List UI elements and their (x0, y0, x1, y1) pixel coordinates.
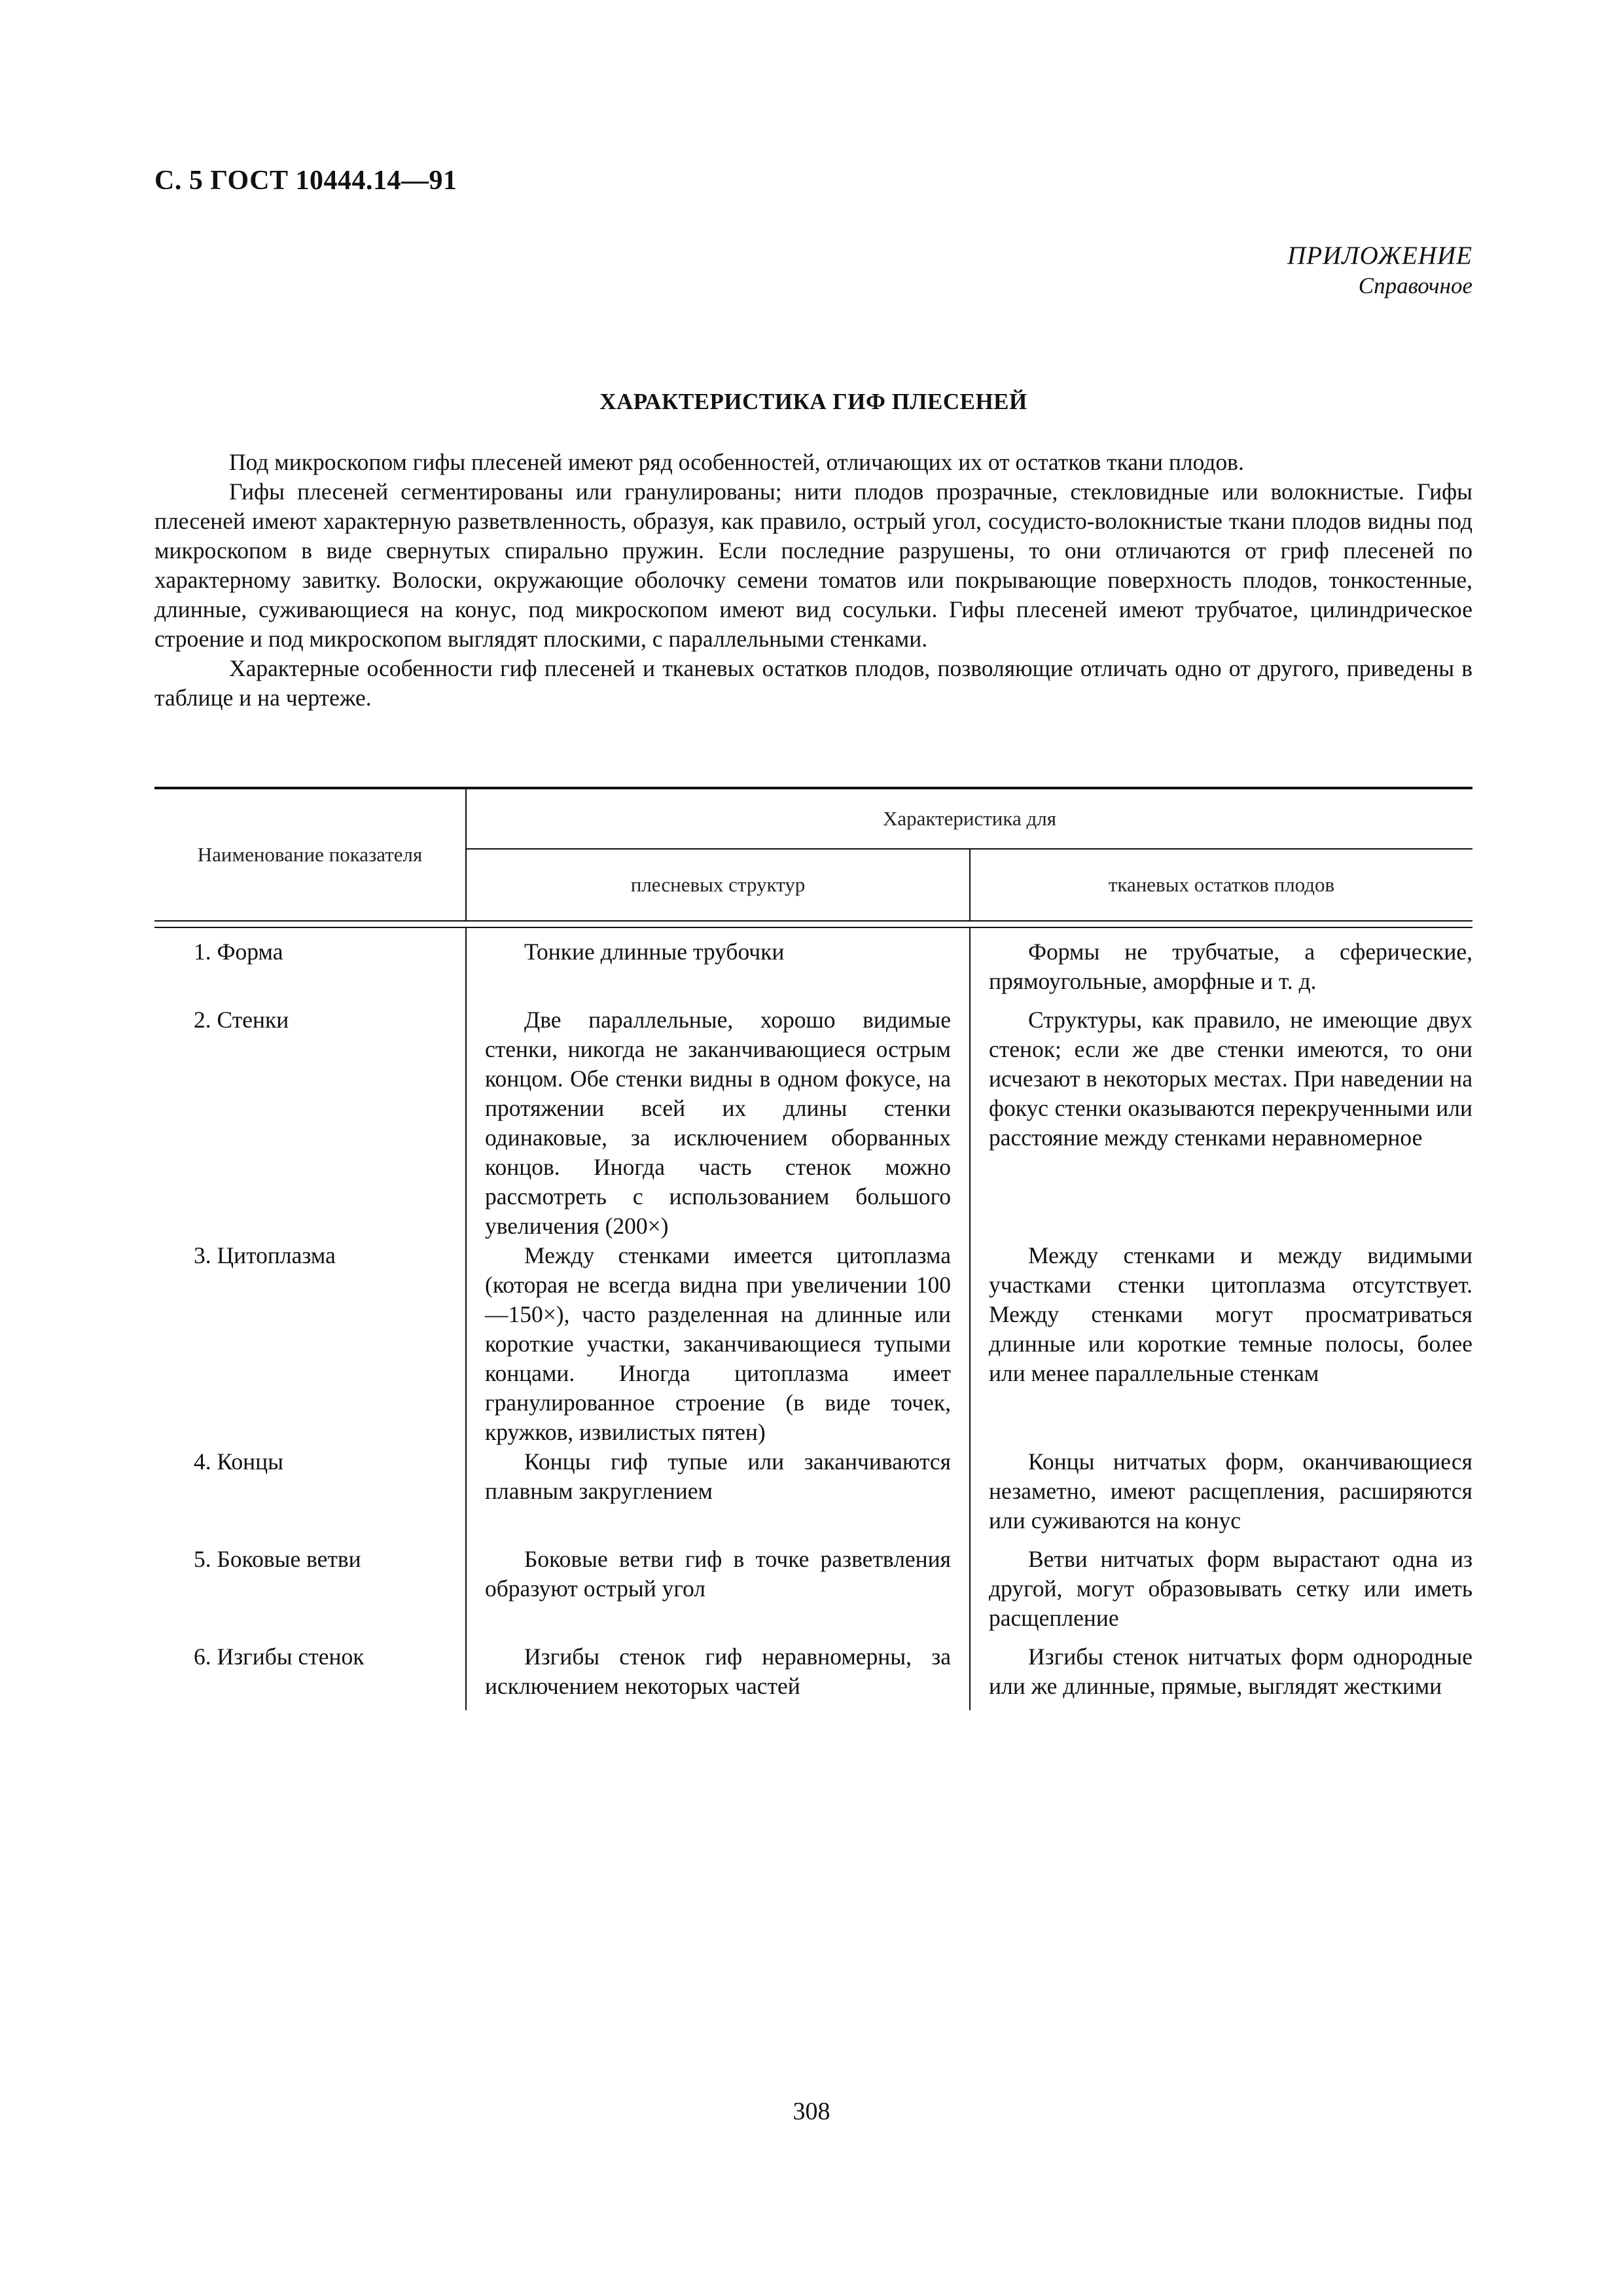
table-row (154, 1005, 1472, 1241)
column-header-indicator-name: Наименование показателя (154, 788, 466, 921)
table-row (154, 1642, 1472, 1701)
appendix-subtitle: Справочное (1358, 273, 1472, 298)
document-title: ХАРАКТЕРИСТИКА ГИФ ПЛЕСЕНЕЙ (599, 389, 1027, 414)
row-name: 1. Форма (154, 937, 466, 996)
appendix-title: ПРИЛОЖЕНИЕ (1287, 242, 1472, 270)
header-double-rule (154, 921, 1472, 927)
page-number: 308 (793, 2098, 830, 2125)
row-tissue: Формы не трубчатые, а сферические, прямоугольные, аморфные и т. д. (989, 939, 1473, 994)
page-header-reference: С. 5 ГОСТ 10444.14—91 (154, 166, 457, 196)
row-mold: Изгибы стенок гиф неравномерны, за исключением некоторых частей (466, 1642, 970, 1701)
table-row (154, 1545, 1472, 1633)
row-name: 5. Боковые ветви (154, 1545, 466, 1633)
row-mold: Боковые ветви гиф в точке разветвления образуют острый угол (466, 1545, 970, 1633)
paragraph-3: Характерные особенности гиф плесеней и тканевых остатков плодов, позволяющие отличать одно от другого, приведены в таблице и на чертеже. (154, 655, 1472, 711)
body-text (154, 448, 1472, 713)
row-tissue: Изгибы стенок нитчатых форм однородные или же длинные, прямые, выглядят жесткими (989, 1643, 1473, 1699)
table-row (154, 1241, 1472, 1447)
row-name: 4. Концы (154, 1447, 466, 1535)
characteristics-table (154, 787, 1472, 1710)
column-header-group: Характеристика для (466, 788, 1472, 849)
table-row (154, 937, 1472, 996)
row-mold: Две параллельные, хорошо видимые стенки, никогда не заканчивающиеся острым концом. Обе стенки видны в одном фокусе, на протяжении всей их длины стенки одинаковые, за исключением оборванных концов. Иногда часть стенок можно рассмотреть с использованием большого увеличения (200×) (466, 1005, 970, 1241)
appendix-block (1287, 241, 1472, 299)
paragraph-1: Под микроскопом гифы плесеней имеют ряд особенностей, отличающих их от остатков ткани плодов. (229, 449, 1244, 475)
column-header-mold: плесневых структур (466, 849, 970, 921)
row-name: 2. Стенки (154, 1005, 466, 1241)
row-tissue: Ветви нитчатых форм вырастают одна из другой, могут образовывать сетку или иметь расщепление (989, 1546, 1473, 1631)
table-row (154, 1447, 1472, 1535)
row-mold: Тонкие длинные трубочки (466, 937, 970, 996)
row-tissue: Концы нитчатых форм, оканчивающиеся незаметно, имеют расщепления, расширяются или суживаются на конус (989, 1448, 1473, 1534)
paragraph-2: Гифы плесеней сегментированы или гранулированы; нити плодов прозрачные, стекловидные или волокнистые. Гифы плесеней имеют характерную разветвленность, образуя, как правило, острый угол, сосудисто-волокнистые ткани плодов видны под микроскопом в виде свернутых спирально пружин. Если последние разрушены, то они отличаются от гриф плесеней по характерному завитку. Волоски, окружающие оболочку семени томатов или покрывающие поверхность плодов, тонкостенные, длинные, суживающиеся на конус, под микроскопом имеют вид сосульки. Гифы плесеней имеют трубчатое, цилиндрическое строение и под микроскопом выглядят плоскими, с параллельными стенками. (154, 478, 1472, 652)
row-tissue: Между стенками и между видимыми участками стенки цитоплазма отсутствует. Между стенками могут просматриваться длинные или короткие темные полосы, более или менее параллельные стенкам (989, 1242, 1473, 1386)
row-mold: Концы гиф тупые или заканчиваются плавным закруглением (466, 1447, 970, 1535)
column-header-tissue: тканевых остатков плодов (1108, 873, 1335, 896)
row-mold: Между стенками имеется цитоплазма (которая не всегда видна при увеличении 100—150×), часто разделенная на длинные или короткие участки, заканчивающиеся тупыми концами. Иногда цитоплазма имеет гранулированное строение (в виде точек, кружков, извилистых пятен) (466, 1241, 970, 1447)
row-tissue: Структуры, как правило, не имеющие двух стенок; если же две стенки имеются, то они исчезают в некоторых местах. При наведении на фокус стенки оказываются перекрученными или расстояние между стенками неравномерное (989, 1007, 1473, 1151)
row-name: 3. Цитоплазма (154, 1241, 466, 1447)
row-name: 6. Изгибы стенок (154, 1642, 466, 1701)
